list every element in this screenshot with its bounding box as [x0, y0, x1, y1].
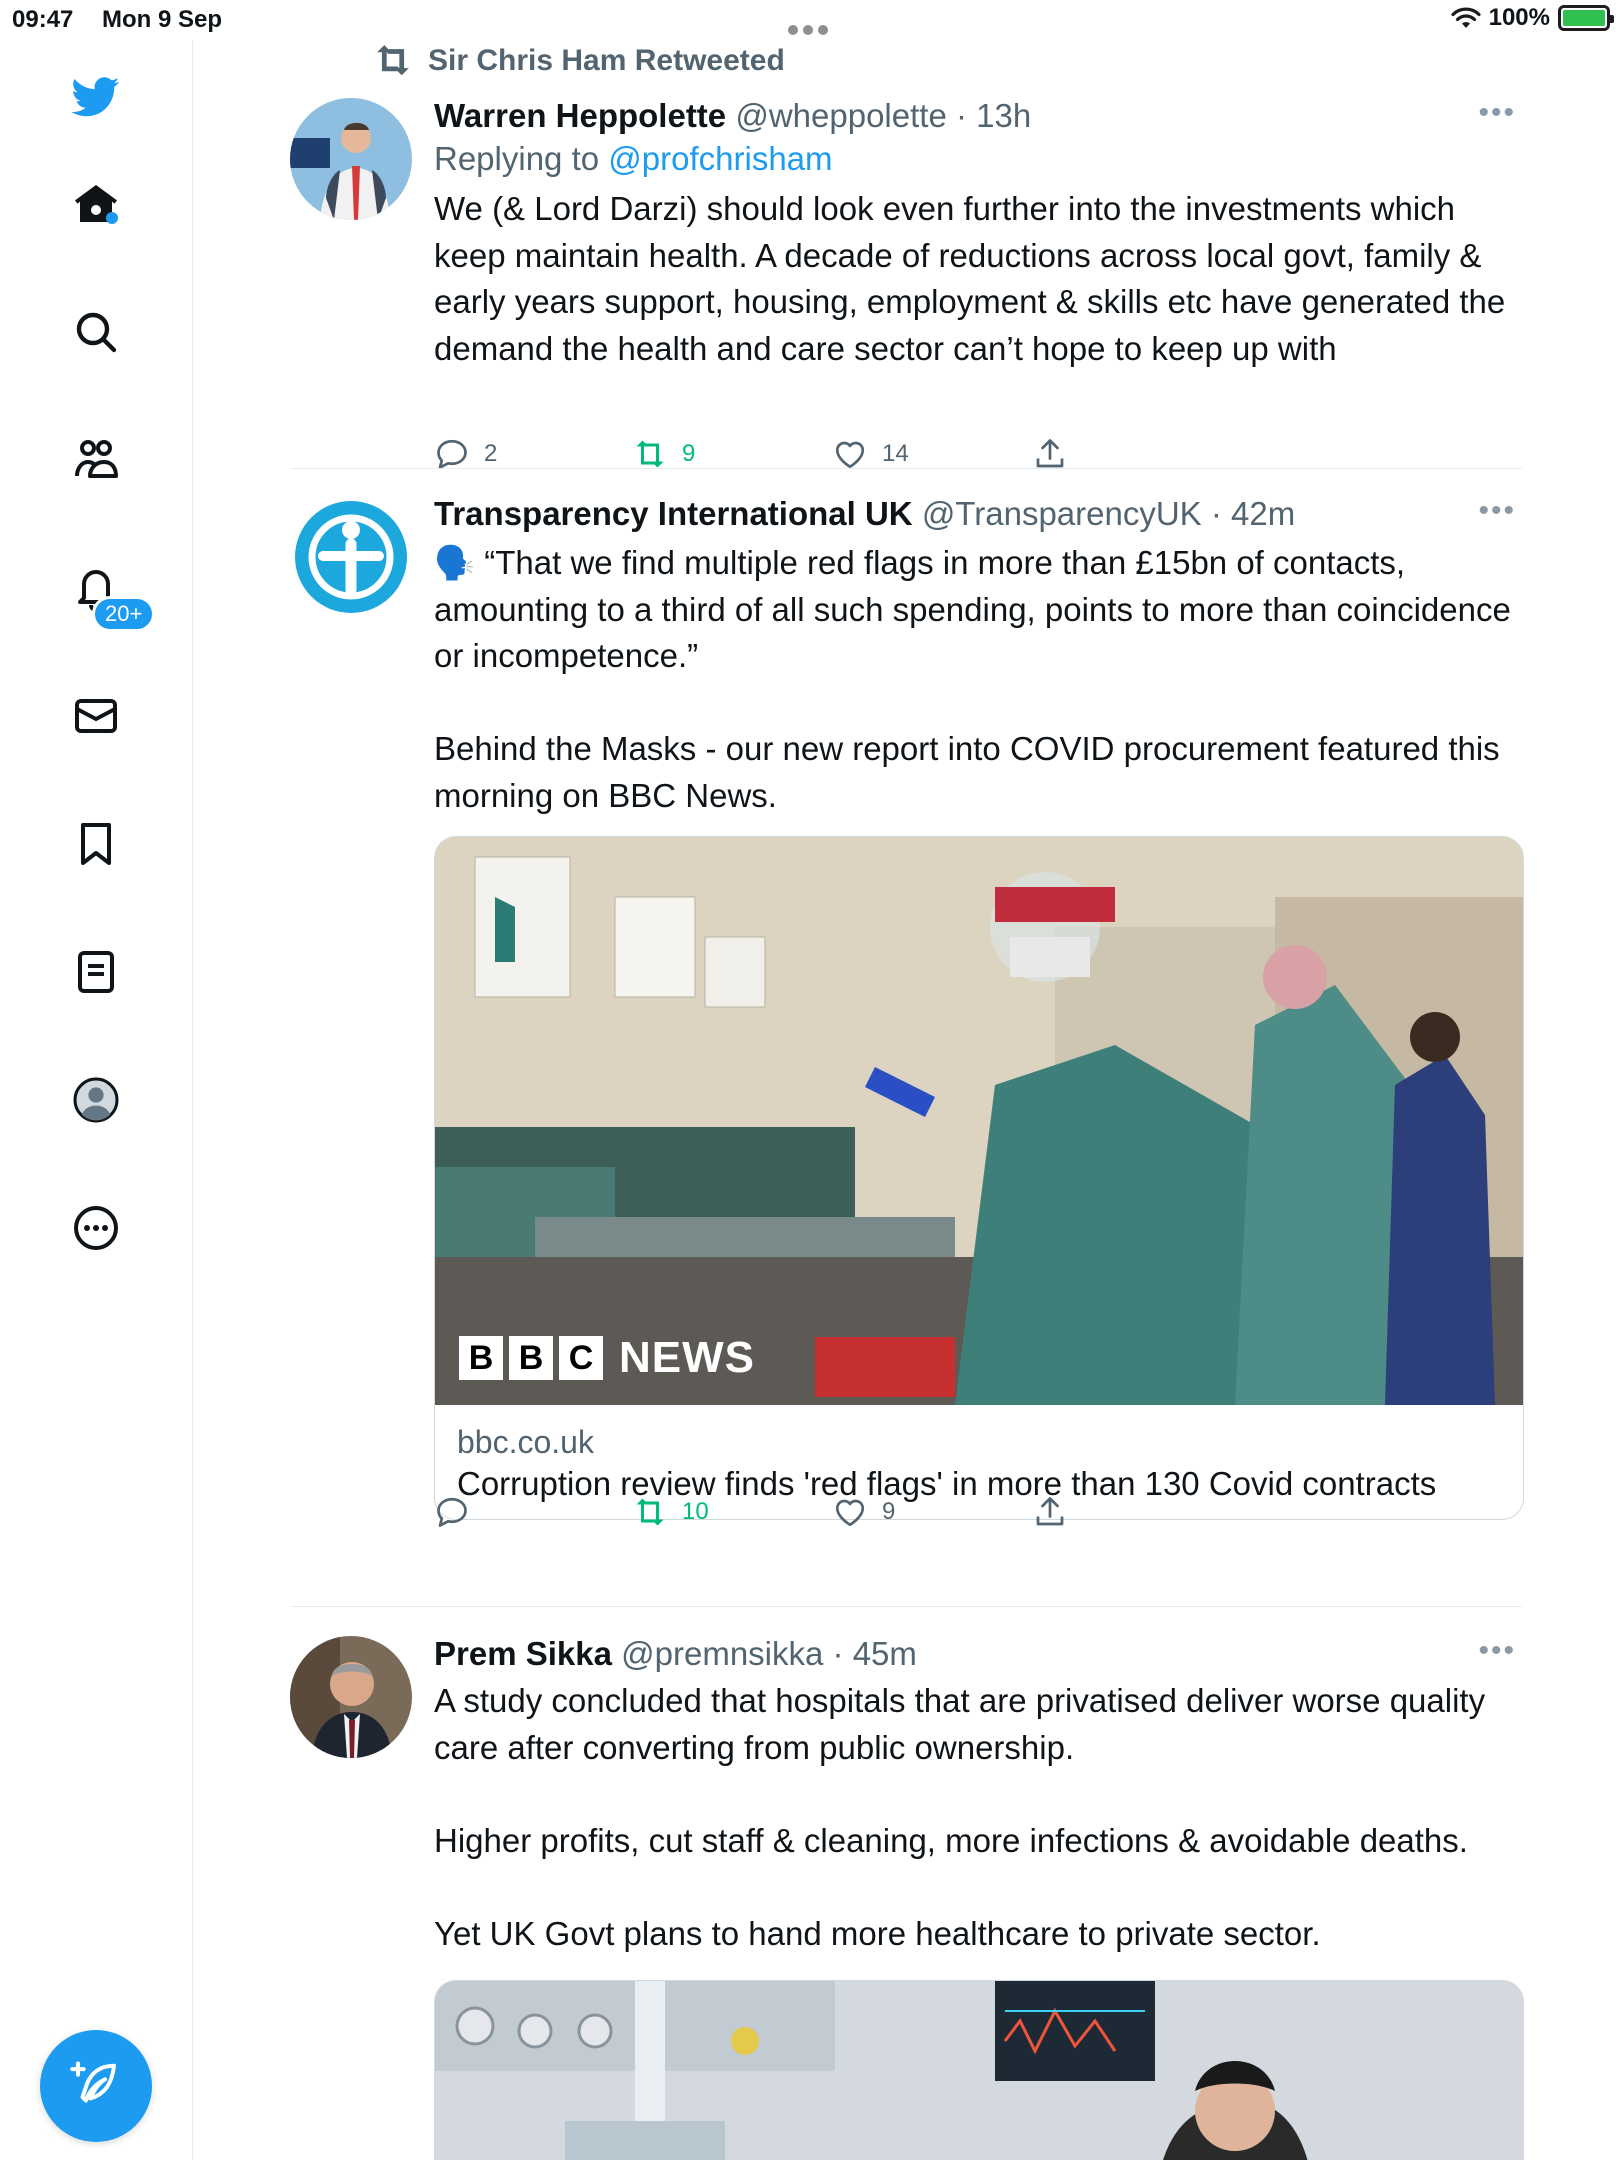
profile-avatar-icon[interactable] — [66, 1070, 126, 1130]
author-name[interactable]: Transparency International UK — [434, 495, 913, 532]
avatar[interactable] — [290, 1636, 412, 1758]
status-time: 09:47 — [12, 6, 74, 33]
tweet-image[interactable] — [434, 1980, 1524, 2160]
retweet-context-label: Sir Chris Ham Retweeted — [428, 44, 785, 77]
author-name[interactable]: Warren Heppolette — [434, 97, 727, 134]
notifications-badge: 20+ — [92, 596, 155, 632]
tweet-divider — [290, 1606, 1522, 1607]
author-handle[interactable]: @TransparencyUK — [921, 495, 1202, 532]
tweet-actions — [434, 436, 1134, 476]
compose-tweet-button[interactable] — [40, 2030, 152, 2142]
wifi-icon — [1451, 6, 1481, 30]
tweet-time[interactable]: 45m — [852, 1635, 917, 1672]
retweet-icon — [632, 436, 668, 472]
share-button[interactable] — [1032, 1494, 1068, 1530]
like-button[interactable] — [832, 436, 909, 472]
tweet-actions — [434, 1494, 1134, 1534]
retweet-count: 9 — [682, 440, 696, 467]
battery-icon — [1558, 5, 1610, 31]
status-bar — [0, 0, 1620, 40]
retweet-icon — [632, 1494, 668, 1530]
replying-to-label: Replying to — [434, 140, 600, 177]
multitasking-dots-icon[interactable] — [788, 14, 836, 26]
avatar[interactable] — [290, 496, 412, 618]
home-unread-dot — [106, 212, 118, 224]
battery-percent: 100% — [1488, 4, 1550, 31]
like-button[interactable] — [832, 1494, 895, 1530]
link-card-title: Corruption review finds 'red flags' in more than 130 Covid contracts — [457, 1465, 1437, 1502]
link-card-image — [435, 837, 1523, 1405]
share-button[interactable] — [1032, 436, 1068, 472]
reply-button[interactable] — [434, 436, 497, 472]
lists-icon[interactable] — [66, 942, 126, 1002]
reply-button[interactable] — [434, 1494, 484, 1530]
tweet-time[interactable]: 42m — [1231, 495, 1296, 532]
tweet[interactable] — [290, 494, 1522, 1624]
reply-count: 2 — [484, 440, 498, 467]
status-date: Mon 9 Sep — [102, 6, 223, 33]
more-options-icon[interactable]: ••• — [1478, 1634, 1516, 1667]
like-count: 14 — [882, 440, 909, 467]
replying-to-mention[interactable]: @profchrisham — [608, 140, 833, 177]
link-card[interactable] — [434, 836, 1524, 1520]
tweet-header — [434, 1634, 1524, 1674]
like-count: 9 — [882, 1498, 896, 1525]
tweet-text: 🗣️ “That we find multiple red flags in more than £15bn of contacts, amounting to a third of all such spending, points to more than coincidence or incompetence.” Behind the Masks - our new report into COVID procurement featured this morning on BBC News. — [434, 544, 1511, 814]
messages-envelope-icon[interactable] — [66, 686, 126, 746]
author-name[interactable]: Prem Sikka — [434, 1635, 612, 1672]
separator-dot: · — [1201, 495, 1232, 532]
compose-feather-icon — [69, 2059, 123, 2113]
separator-dot: · — [946, 97, 977, 134]
author-handle[interactable]: @wheppolette — [735, 97, 947, 134]
home-icon[interactable] — [66, 174, 126, 234]
sidebar — [0, 40, 193, 2160]
tweet-header — [434, 96, 1524, 136]
retweet-icon — [374, 44, 414, 78]
retweet-button[interactable] — [632, 1494, 709, 1530]
tweet[interactable] — [290, 96, 1522, 467]
share-icon — [1032, 1494, 1068, 1530]
separator-dot: · — [823, 1635, 853, 1672]
more-options-icon[interactable]: ••• — [1478, 96, 1516, 129]
heart-icon — [832, 1494, 868, 1530]
retweet-count: 10 — [682, 1498, 709, 1525]
replying-to — [434, 136, 1524, 182]
tweet-time[interactable]: 13h — [976, 97, 1032, 134]
author-handle[interactable]: @premnsikka — [621, 1635, 824, 1672]
more-circle-icon[interactable] — [66, 1198, 126, 1258]
communities-icon[interactable] — [66, 430, 126, 490]
bookmarks-icon[interactable] — [66, 814, 126, 874]
search-icon[interactable] — [66, 302, 126, 362]
more-options-icon[interactable]: ••• — [1478, 494, 1516, 527]
share-icon — [1032, 436, 1068, 472]
link-card-domain: bbc.co.uk — [457, 1424, 594, 1460]
reply-icon — [434, 1494, 470, 1530]
tweet-divider — [290, 468, 1522, 469]
retweet-button[interactable] — [632, 436, 695, 472]
bbc-news-logo: B B C NEWS — [459, 1333, 755, 1383]
tweet-text: A study concluded that hospitals that are privatised deliver worse quality care after converting from public ownership. Higher profits, cut staff & cleaning, more infections & avoidable deaths. Yet UK Govt plans to hand more healthcare to private sector. — [434, 1682, 1486, 1952]
twitter-logo-icon[interactable] — [66, 66, 126, 126]
tweet-text: We (& Lord Darzi) should look even further into the investments which keep maintain health. A decade of reductions across local govt, family & early years support, housing, employment & skills etc have generated the demand the health and care sector can’t hope to keep up with — [434, 190, 1515, 367]
avatar[interactable] — [290, 98, 412, 220]
heart-icon — [832, 436, 868, 472]
tweet-header — [434, 494, 1524, 534]
retweet-context[interactable] — [374, 44, 785, 78]
reply-icon — [434, 436, 470, 472]
